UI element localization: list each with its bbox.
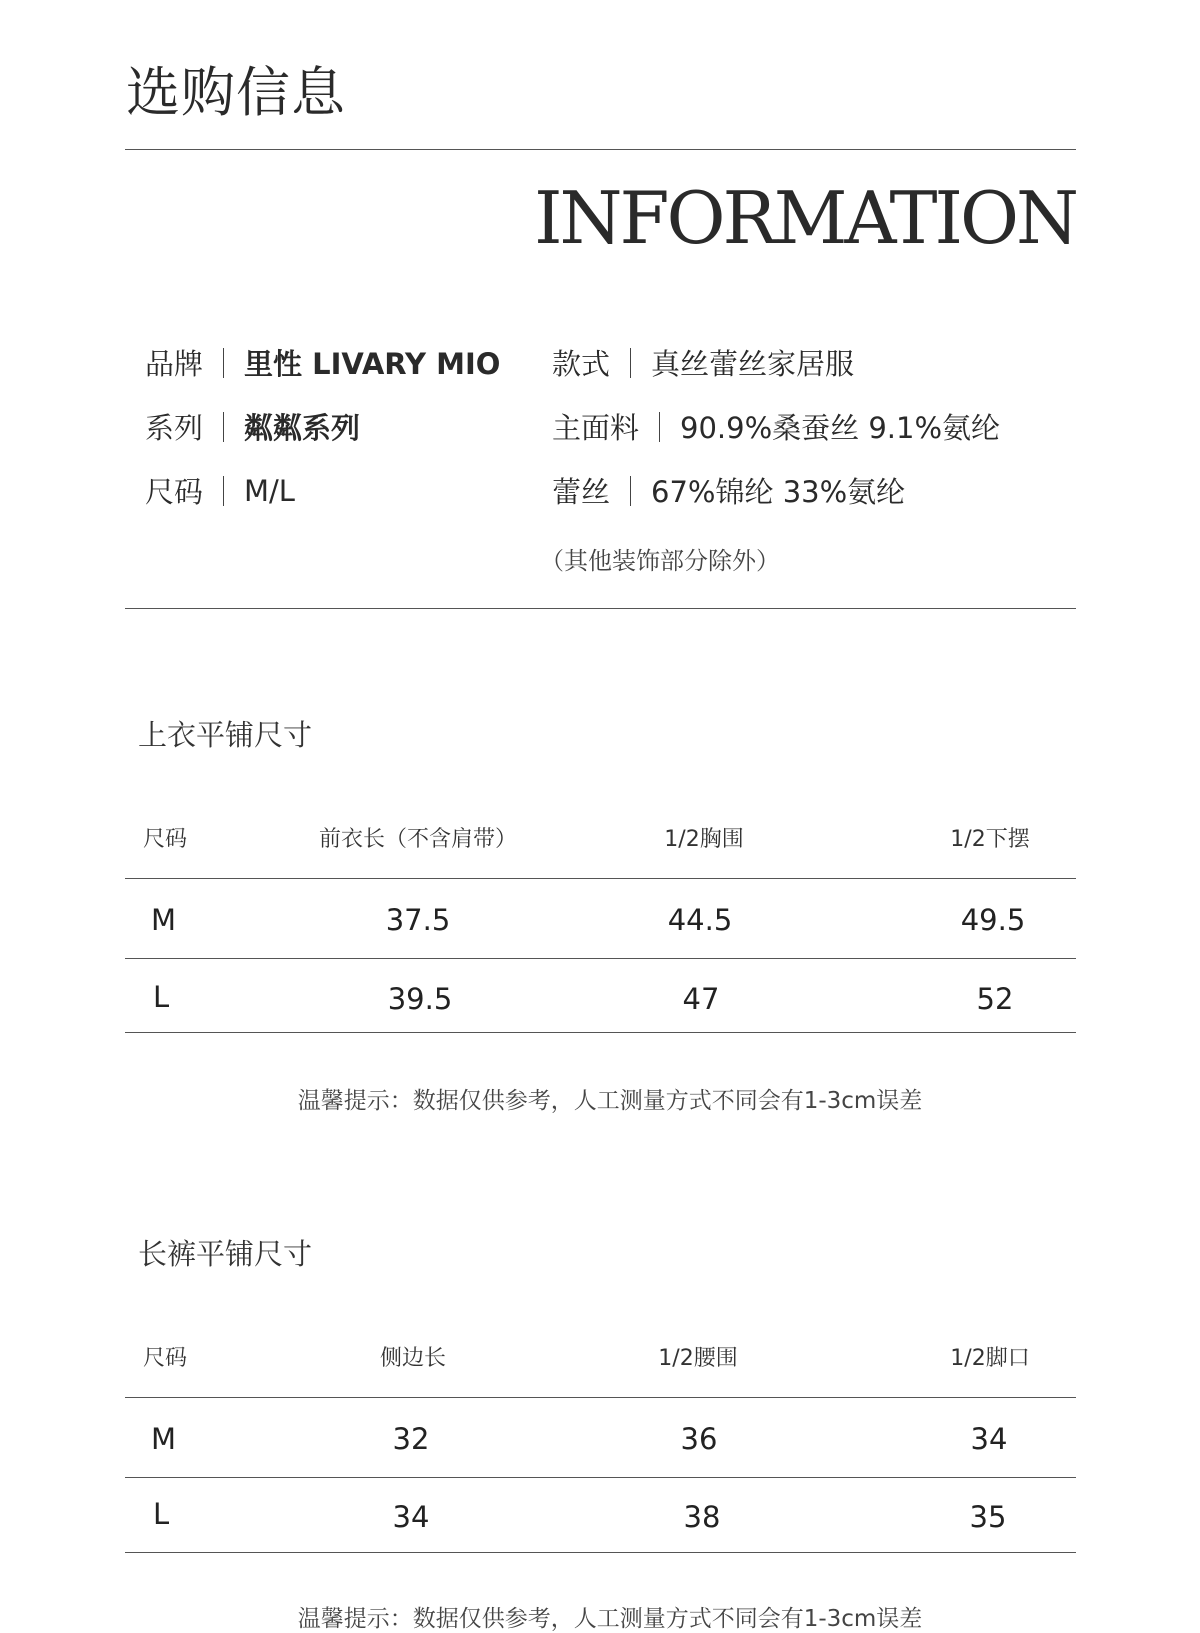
fabric-label: 主面料 — [552, 411, 640, 445]
top-table-title: 上衣平铺尺寸 — [138, 718, 313, 752]
table-cell: 34 — [392, 1500, 430, 1534]
table-cell: 44.5 — [667, 903, 733, 937]
lace-label: 蕾丝 — [552, 475, 611, 509]
table-cell: L — [153, 980, 170, 1014]
series-label: 系列 — [145, 411, 204, 445]
table-rule — [125, 1477, 1076, 1478]
table-cell: 39.5 — [387, 982, 453, 1016]
table-cell: 37.5 — [385, 903, 451, 937]
separator — [630, 476, 631, 506]
size-value: M/L — [244, 473, 295, 508]
table-cell: 35 — [969, 1500, 1007, 1534]
pants-table-title: 长裤平铺尺寸 — [138, 1237, 313, 1271]
separator — [223, 476, 224, 506]
table-header: 1/2胸围 — [664, 827, 744, 852]
divider — [125, 608, 1076, 609]
series-value: 粼粼系列 — [244, 411, 361, 445]
style-label: 款式 — [552, 347, 611, 381]
table-cell: M — [151, 1422, 177, 1456]
info-lace — [552, 470, 905, 511]
table-cell: 36 — [680, 1422, 718, 1456]
table-header: 侧边长 — [379, 1346, 447, 1371]
lace-value: 67%锦纶 33%氨纶 — [651, 475, 906, 509]
table-cell: L — [153, 1497, 170, 1531]
table-cell: 49.5 — [960, 903, 1026, 937]
info-size — [145, 470, 295, 511]
table-rule — [125, 1552, 1076, 1553]
size-label: 尺码 — [145, 475, 204, 509]
table-cell: M — [151, 903, 177, 937]
table-cell: 47 — [682, 982, 720, 1016]
info-note: （其他装饰部分除外） — [540, 547, 780, 575]
table-header: 1/2下摆 — [950, 827, 1030, 852]
brand-label: 品牌 — [145, 347, 204, 381]
info-brand — [145, 342, 500, 383]
separator — [223, 348, 224, 378]
separator — [659, 412, 660, 442]
table-header: 尺码 — [143, 1346, 188, 1371]
style-value: 真丝蕾丝家居服 — [651, 347, 855, 381]
table-cell: 38 — [683, 1500, 721, 1534]
top-table-tip: 温馨提示：数据仅供参考，人工测量方式不同会有1-3cm误差 — [297, 1088, 923, 1114]
table-rule — [125, 878, 1076, 879]
page-title: 选购信息 — [126, 61, 346, 124]
separator — [223, 412, 224, 442]
divider — [125, 149, 1076, 150]
info-series — [145, 406, 360, 447]
table-cell: 32 — [392, 1422, 430, 1456]
table-rule — [125, 1032, 1076, 1033]
table-rule — [125, 1397, 1076, 1398]
pants-table-tip: 温馨提示：数据仅供参考，人工测量方式不同会有1-3cm误差 — [297, 1606, 923, 1632]
fabric-value: 90.9%桑蚕丝 9.1%氨纶 — [680, 411, 1001, 445]
table-cell: 52 — [976, 982, 1014, 1016]
table-cell: 34 — [970, 1422, 1008, 1456]
page-subtitle-en: INFORMATION — [534, 176, 1076, 260]
table-header: 尺码 — [143, 827, 188, 852]
table-header: 1/2腰围 — [658, 1346, 738, 1371]
info-fabric — [552, 406, 1000, 447]
brand-value: 里性 LIVARY MIO — [244, 347, 501, 381]
table-header: 前衣长（不含肩带） — [318, 827, 518, 852]
table-rule — [125, 958, 1076, 959]
table-header: 1/2脚口 — [950, 1346, 1030, 1371]
info-style — [552, 342, 854, 383]
separator — [630, 348, 631, 378]
